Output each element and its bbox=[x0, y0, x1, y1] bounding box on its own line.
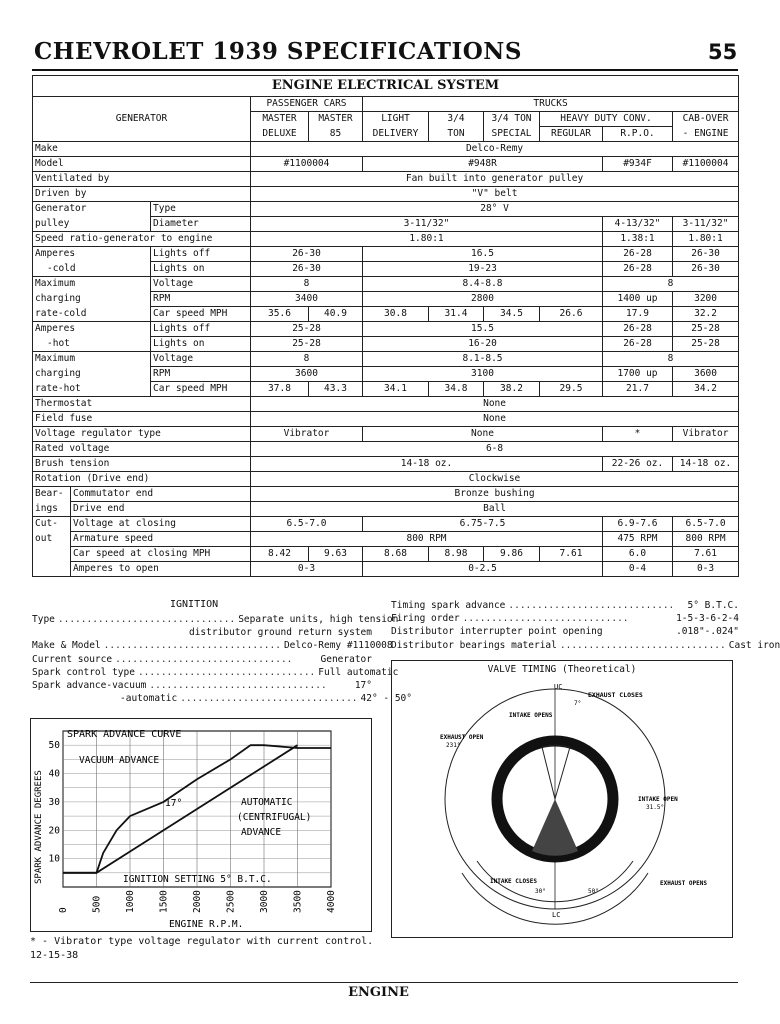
table-cell: 8.4-8.8 bbox=[363, 277, 603, 292]
spec-label: Current source bbox=[32, 653, 113, 665]
spec-line: Make & Model ............................... Delco-Remy #1110008 bbox=[32, 640, 393, 652]
table-cell: 35.6 bbox=[251, 307, 309, 322]
spec-label: Distributor bearings material bbox=[391, 639, 557, 651]
row-label: Cut- bbox=[33, 517, 71, 532]
spec-label: Spark advance-vacuum bbox=[32, 680, 147, 692]
table-cell: 6.75-7.5 bbox=[363, 517, 603, 532]
row-label: ings bbox=[33, 502, 71, 517]
table-cell: 0-4 bbox=[603, 562, 673, 577]
table-cell: 14-18 oz. bbox=[251, 457, 603, 472]
spec-line bbox=[32, 626, 372, 639]
table-cell: None bbox=[363, 427, 603, 442]
chart-annotation-ignition-setting: IGNITION SETTING 5° B.T.C. bbox=[123, 874, 272, 885]
table-cell: 31.4 bbox=[429, 307, 484, 322]
row-label: Thermostat bbox=[33, 397, 251, 412]
spec-value: Delco-Remy #1110008 bbox=[283, 640, 393, 652]
row-sublabel: Commutator end bbox=[71, 487, 251, 502]
valve-timing-title: VALVE TIMING (Theoretical) bbox=[487, 664, 637, 675]
table-cell: #1100004 bbox=[251, 157, 363, 172]
table-cell: 16.5 bbox=[363, 247, 603, 262]
footnote: * - Vibrator type voltage regulator with current control. bbox=[30, 936, 374, 947]
table-cell: 800 RPM bbox=[251, 532, 603, 547]
table-cell: Ball bbox=[251, 502, 739, 517]
spec-value: Generator bbox=[320, 653, 372, 665]
spec-value: 1-5-3-6-2-4 bbox=[676, 613, 739, 625]
row-sublabel: RPM bbox=[151, 292, 251, 307]
table-cell: 0-3 bbox=[251, 562, 363, 577]
row-sublabel: Diameter bbox=[151, 217, 251, 232]
valve-label-deg-bl: 30° bbox=[535, 888, 546, 895]
col-regular: REGULAR bbox=[540, 127, 603, 142]
spec-value: 17° bbox=[354, 680, 372, 692]
table-cell: 26-30 bbox=[251, 247, 363, 262]
table-cell: "V" belt bbox=[251, 187, 739, 202]
chart-xlabel: ENGINE R.P.M. bbox=[169, 919, 244, 930]
table-cell: 1700 up bbox=[603, 367, 673, 382]
col-light-delivery-2: DELIVERY bbox=[363, 127, 429, 142]
table-cell: 26-30 bbox=[673, 247, 739, 262]
table-cell: 3200 bbox=[673, 292, 739, 307]
spec-line: Current source ............................... Generator bbox=[32, 653, 372, 665]
row-label: Rotation (Drive end) bbox=[33, 472, 251, 487]
table-cell: 16-20 bbox=[363, 337, 603, 352]
row-sublabel: Voltage bbox=[151, 277, 251, 292]
table-cell: 6.9-7.6 bbox=[603, 517, 673, 532]
heavy-duty-header: HEAVY DUTY CONV. bbox=[540, 112, 673, 127]
row-label: out bbox=[33, 532, 71, 547]
chart-y-tick-label: 30 bbox=[48, 796, 60, 808]
row-label: Driven by bbox=[33, 187, 251, 202]
row-sublabel: Type bbox=[151, 202, 251, 217]
chart-x-tick-label: 2000 bbox=[192, 890, 203, 913]
table-cell: 3600 bbox=[673, 367, 739, 382]
table-cell: 14-18 oz. bbox=[673, 457, 739, 472]
table-cell: 25-28 bbox=[673, 322, 739, 337]
header-rule bbox=[32, 69, 738, 71]
spec-label: Distributor interrupter point opening bbox=[391, 626, 603, 638]
chart-x-tick-label: 3500 bbox=[292, 890, 304, 913]
row-label: Maximum bbox=[33, 277, 151, 292]
col-cab-over: CAB-OVER bbox=[673, 112, 739, 127]
table-cell: Clockwise bbox=[251, 472, 739, 487]
spec-value: Separate units, high tension bbox=[238, 614, 399, 625]
row-sublabel: Car speed MPH bbox=[151, 307, 251, 322]
table-cell: 19-23 bbox=[363, 262, 603, 277]
table-cell: 1400 up bbox=[603, 292, 673, 307]
table-cell: 26-30 bbox=[251, 262, 363, 277]
chart-x-tick-label: 1000 bbox=[125, 890, 136, 913]
table-cell: 8 bbox=[251, 352, 363, 367]
spec-line: Type ............................... Separate units, high tension bbox=[32, 614, 399, 625]
row-label: pulley bbox=[33, 217, 151, 232]
row-sublabel: Armature speed bbox=[71, 532, 251, 547]
table-cell: 8.1-8.5 bbox=[363, 352, 603, 367]
chart-annotation-advance: ADVANCE bbox=[241, 827, 282, 838]
spec-label: -automatic bbox=[120, 693, 178, 705]
table-cell: 8 bbox=[603, 352, 739, 367]
table-cell: 7.61 bbox=[540, 547, 603, 562]
table-cell: 30.8 bbox=[363, 307, 429, 322]
valve-timing-diagram bbox=[391, 660, 733, 938]
footer-section-name: ENGINE bbox=[348, 985, 409, 1000]
table-cell: 22-26 oz. bbox=[603, 457, 673, 472]
spec-table bbox=[32, 75, 739, 577]
valve-label-lc: LC bbox=[552, 911, 561, 919]
table-cell: 25-28 bbox=[251, 337, 363, 352]
ignition-specs-left bbox=[32, 613, 412, 705]
row-sublabel: RPM bbox=[151, 367, 251, 382]
table-cell: 3400 bbox=[251, 292, 363, 307]
row-label: -hot bbox=[33, 337, 151, 352]
table-cell: 3100 bbox=[363, 367, 603, 382]
chart-y-tick-label: 20 bbox=[48, 825, 60, 837]
row-sublabel: Amperes to open bbox=[71, 562, 251, 577]
col-light-delivery: LIGHT bbox=[363, 112, 429, 127]
table-cell: 15.5 bbox=[363, 322, 603, 337]
trucks-header: TRUCKS bbox=[363, 97, 739, 112]
row-sublabel: Lights off bbox=[151, 322, 251, 337]
table-cell: 0-3 bbox=[673, 562, 739, 577]
table-cell: #934F bbox=[603, 157, 673, 172]
table-cell: #948R bbox=[363, 157, 603, 172]
spec-line: -automatic ............................... 42° - 50° bbox=[32, 692, 372, 705]
table-cell: 8.98 bbox=[429, 547, 484, 562]
chart-annotation-automatic: AUTOMATIC bbox=[241, 797, 293, 808]
spec-value: Full automatic bbox=[318, 666, 399, 678]
chart-x-tick-label: 3000 bbox=[259, 890, 270, 913]
table-cell: 8.68 bbox=[363, 547, 429, 562]
chart-ylabel: SPARK ADVANCE DEGREES bbox=[34, 770, 44, 884]
table-cell: 32.2 bbox=[673, 307, 739, 322]
table-cell: 25-28 bbox=[673, 337, 739, 352]
table-cell: 34.5 bbox=[484, 307, 540, 322]
date-stamp: 12-15-38 bbox=[30, 950, 79, 961]
table-cell: Delco-Remy bbox=[251, 142, 739, 157]
col-master-85-2: 85 bbox=[309, 127, 363, 142]
page-number: 55 bbox=[708, 40, 738, 64]
valve-label-intake-open-deg: 31.5° bbox=[646, 804, 665, 811]
chart-series-label-vacuum: VACUUM ADVANCE bbox=[79, 755, 160, 766]
row-label: Ventilated by bbox=[33, 172, 251, 187]
col-34-ton: 3/4 bbox=[429, 112, 484, 127]
chart-y-tick-label: 40 bbox=[48, 768, 60, 780]
row-label: Amperes bbox=[33, 322, 151, 337]
table-cell: 43.3 bbox=[309, 382, 363, 397]
valve-label-uc: UC bbox=[554, 683, 563, 691]
table-title: ENGINE ELECTRICAL SYSTEM bbox=[33, 76, 739, 97]
table-cell: Bronze bushing bbox=[251, 487, 739, 502]
spec-line bbox=[391, 625, 739, 638]
table-cell: 2800 bbox=[363, 292, 603, 307]
table-cell: 26-28 bbox=[603, 247, 673, 262]
table-cell: 26-28 bbox=[603, 262, 673, 277]
valve-label-intake-closes: INTAKE CLOSES bbox=[490, 878, 537, 885]
spec-line: Spark advance-vacuum ............................... 17° bbox=[32, 680, 372, 692]
spec-value: .018"-.024" bbox=[676, 626, 739, 638]
table-cell: Vibrator bbox=[673, 427, 739, 442]
row-sublabel: Lights off bbox=[151, 247, 251, 262]
table-cell: Vibrator bbox=[251, 427, 363, 442]
spec-label: Timing spark advance bbox=[391, 600, 506, 611]
valve-label-intake-open: INTAKE OPEN bbox=[638, 796, 678, 803]
row-label: Speed ratio-generator to engine bbox=[33, 232, 251, 247]
chart-x-tick-label: 4000 bbox=[326, 890, 337, 913]
spark-advance-chart bbox=[30, 718, 372, 932]
valve-timing-svg bbox=[392, 661, 732, 937]
table-cell: 7.61 bbox=[673, 547, 739, 562]
table-cell: * bbox=[603, 427, 673, 442]
row-label: Field fuse bbox=[33, 412, 251, 427]
table-cell: 28° V bbox=[251, 202, 739, 217]
table-cell: 34.1 bbox=[363, 382, 429, 397]
table-cell: None bbox=[251, 412, 739, 427]
valve-label-exhaust-open: EXHAUST OPEN bbox=[440, 734, 484, 741]
row-label-empty bbox=[33, 562, 71, 577]
ignition-specs-right bbox=[391, 599, 780, 652]
spec-label: Type bbox=[32, 614, 55, 625]
spec-value: 5° B.T.C. bbox=[687, 600, 739, 611]
chart-annotation-centrifugal: (CENTRIFUGAL) bbox=[237, 812, 312, 823]
row-label-empty bbox=[33, 547, 71, 562]
col-34-ton-special: 3/4 TON bbox=[484, 112, 540, 127]
passenger-cars-header: PASSENGER CARS bbox=[251, 97, 363, 112]
table-cell: 6.5-7.0 bbox=[251, 517, 363, 532]
table-cell: 17.9 bbox=[603, 307, 673, 322]
row-label: Brush tension bbox=[33, 457, 251, 472]
row-label: Generator bbox=[33, 202, 151, 217]
table-cell: 29.5 bbox=[540, 382, 603, 397]
table-cell: 6.0 bbox=[603, 547, 673, 562]
table-cell: 3600 bbox=[251, 367, 363, 382]
chart-canvas bbox=[31, 719, 371, 931]
col-master-deluxe-2: DELUXE bbox=[251, 127, 309, 142]
valve-label-exhaust-closes: EXHAUST CLOSES bbox=[588, 691, 643, 699]
row-label: Bear- bbox=[33, 487, 71, 502]
valve-label-deg-top: 7° bbox=[574, 700, 582, 707]
row-sublabel: Drive end bbox=[71, 502, 251, 517]
row-label: Voltage regulator type bbox=[33, 427, 251, 442]
table-cell: 0-2.5 bbox=[363, 562, 603, 577]
table-cell: 1.38:1 bbox=[603, 232, 673, 247]
table-cell: 475 RPM bbox=[603, 532, 673, 547]
spec-value: 42° - 50° bbox=[360, 693, 412, 705]
chart-y-tick-label: 10 bbox=[48, 853, 60, 865]
valve-label-intake-opens: INTAKE OPENS bbox=[509, 712, 553, 719]
valve-label-exhaust-opens: EXHAUST OPENS bbox=[660, 880, 707, 887]
table-cell: 9.63 bbox=[309, 547, 363, 562]
row-label: rate-cold bbox=[33, 307, 151, 322]
valve-uc-sector bbox=[542, 745, 570, 799]
chart-x-tick-label: 0 bbox=[58, 907, 69, 913]
row-label: Amperes bbox=[33, 247, 151, 262]
spec-value: distributor ground return system bbox=[188, 627, 372, 639]
row-sublabel: Car speed at closing MPH bbox=[71, 547, 251, 562]
table-cell: 34.2 bbox=[673, 382, 739, 397]
chart-annotation-17: 17° bbox=[165, 798, 183, 809]
table-cell: 26-28 bbox=[603, 337, 673, 352]
chart-y-tick-label: 50 bbox=[48, 740, 60, 752]
table-cell: 8 bbox=[251, 277, 363, 292]
col-34-ton-2: TON bbox=[429, 127, 484, 142]
valve-label-deg-br: 50° bbox=[588, 888, 599, 895]
row-label: Rated voltage bbox=[33, 442, 251, 457]
col-cab-over-2: - ENGINE bbox=[673, 127, 739, 142]
table-cell: 4-13/32" bbox=[603, 217, 673, 232]
row-label: Maximum bbox=[33, 352, 151, 367]
row-label: Model bbox=[33, 157, 251, 172]
col-master-85: MASTER bbox=[309, 112, 363, 127]
col-34-ton-special-2: SPECIAL bbox=[484, 127, 540, 142]
footer-rule bbox=[30, 982, 738, 983]
table-cell: 26-28 bbox=[603, 322, 673, 337]
valve-label-exhaust-open-deg: 231° bbox=[446, 742, 461, 749]
chart-x-tick-label: 2500 bbox=[225, 890, 237, 913]
row-label: charging bbox=[33, 292, 151, 307]
table-cell: 37.8 bbox=[251, 382, 309, 397]
row-label: Make bbox=[33, 142, 251, 157]
row-sublabel: Voltage at closing bbox=[71, 517, 251, 532]
table-cell: 8.42 bbox=[251, 547, 309, 562]
spec-value: Cast iron bbox=[728, 639, 780, 651]
table-cell: #1100004 bbox=[673, 157, 739, 172]
page-title: CHEVROLET 1939 SPECIFICATIONS bbox=[34, 38, 522, 65]
chart-x-tick-label: 1500 bbox=[158, 890, 170, 913]
generator-header: GENERATOR bbox=[33, 97, 251, 142]
table-cell: 3-11/32" bbox=[251, 217, 603, 232]
table-cell: 26-30 bbox=[673, 262, 739, 277]
chart-title: SPARK ADVANCE CURVE bbox=[67, 729, 182, 740]
table-cell: 6-8 bbox=[251, 442, 739, 457]
spec-label: Spark control type bbox=[32, 666, 135, 678]
col-rpo: R.P.O. bbox=[603, 127, 673, 142]
col-master-deluxe: MASTER bbox=[251, 112, 309, 127]
row-sublabel: Car speed MPH bbox=[151, 382, 251, 397]
spec-label: Firing order bbox=[391, 613, 460, 625]
row-sublabel: Lights on bbox=[151, 262, 251, 277]
table-cell: Fan built into generator pulley bbox=[251, 172, 739, 187]
table-cell: 21.7 bbox=[603, 382, 673, 397]
spec-label: Make & Model bbox=[32, 640, 101, 652]
row-label: -cold bbox=[33, 262, 151, 277]
table-cell: 34.8 bbox=[429, 382, 484, 397]
chart-x-tick-label: 500 bbox=[91, 895, 103, 913]
row-sublabel: Lights on bbox=[151, 337, 251, 352]
valve-lc-sector bbox=[532, 799, 578, 856]
row-label: charging bbox=[33, 367, 151, 382]
spec-line: Firing order ............................. 1-5-3-6-2-4 bbox=[391, 613, 739, 625]
table-cell: 9.86 bbox=[484, 547, 540, 562]
row-label: rate-hot bbox=[33, 382, 151, 397]
table-cell: 25-28 bbox=[251, 322, 363, 337]
table-cell: 26.6 bbox=[540, 307, 603, 322]
table-cell: 6.5-7.0 bbox=[673, 517, 739, 532]
table-cell: 1.80:1 bbox=[673, 232, 739, 247]
table-cell: 1.80:1 bbox=[251, 232, 603, 247]
table-cell: None bbox=[251, 397, 739, 412]
table-cell: 3-11/32" bbox=[673, 217, 739, 232]
ignition-title: IGNITION bbox=[170, 599, 219, 610]
spec-line: Spark control type ............................... Full automatic bbox=[32, 666, 399, 678]
table-cell: 800 RPM bbox=[673, 532, 739, 547]
spec-line: Distributor bearings material ............................. Cast iron bbox=[391, 639, 780, 651]
row-sublabel: Voltage bbox=[151, 352, 251, 367]
spec-line: Timing spark advance ............................. 5° B.T.C. bbox=[391, 600, 739, 611]
table-cell: 38.2 bbox=[484, 382, 540, 397]
table-cell: 40.9 bbox=[309, 307, 363, 322]
table-cell: 8 bbox=[603, 277, 739, 292]
